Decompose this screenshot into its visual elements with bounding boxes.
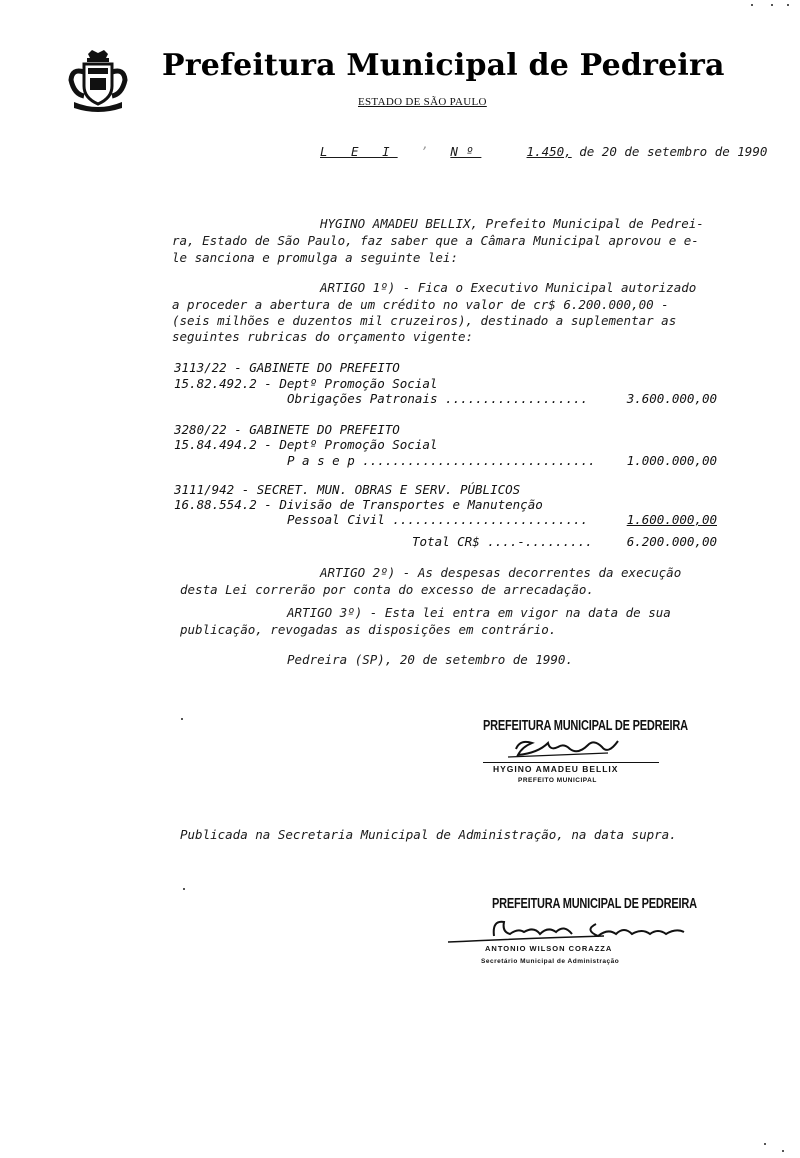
total-amount: 6.200.000,00	[626, 534, 717, 549]
artigo1-line-2: a proceder a abertura de um crédito no valor de cr$ 6.200.000,00 -	[172, 297, 669, 312]
budget-item-amount: 1.000.000,00	[626, 453, 717, 468]
signatory-1-role: PREFEITO MUNICIPAL	[518, 777, 597, 784]
artigo2-line-1: ARTIGO 2º) - As despesas decorrentes da execução	[320, 565, 682, 580]
scan-speck	[787, 4, 789, 6]
scan-speck	[181, 718, 183, 720]
artigo3-line-2: publicação, revogadas as disposições em contrário.	[180, 622, 557, 637]
artigo1-line-3: (seis milhões e duzentos mil cruzeiros), destinado a suplementar as	[172, 313, 677, 328]
artigo1-line-1: ARTIGO 1º) - Fica o Executivo Municipal autorizado	[320, 280, 697, 295]
artigo3-line-1: ARTIGO 3º) - Esta lei entra em vigor na data de sua	[287, 605, 671, 620]
budget-item-code: 3280/22 - GABINETE DO PREFEITO	[174, 422, 400, 437]
scan-speck	[764, 1143, 766, 1145]
budget-item-program: 15.82.492.2 - Deptº Promoção Social	[174, 376, 438, 391]
signature-1	[498, 733, 638, 763]
lei-label: L E I	[320, 144, 398, 159]
budget-item-description: P a s e p ...............................	[287, 453, 596, 468]
stamp-text-1: PREFEITURA MUNICIPAL DE PEDREIRA	[483, 718, 688, 734]
artigo2-line-2: desta Lei correrão por conta do excesso de arrecadação.	[180, 582, 594, 597]
intro-line-3: le sanciona e promulga a seguinte lei:	[172, 250, 458, 265]
intro-line-2: ra, Estado de São Paulo, faz saber que a Câmara Municipal aprovou e e-	[172, 233, 699, 248]
scan-speck	[183, 888, 185, 890]
scan-speck	[751, 4, 753, 6]
place-date: Pedreira (SP), 20 de setembro de 1990.	[287, 652, 573, 667]
budget-item-amount: 3.600.000,00	[626, 391, 717, 406]
budget-item-amount: 1.600.000,00	[626, 512, 717, 527]
law-date: de 20 de setembro de 1990	[579, 144, 768, 159]
coat-of-arms-icon	[68, 48, 128, 114]
total-label: Total CR$ ....-.........	[412, 534, 593, 549]
signatory-2-role: Secretário Municipal de Administração	[481, 958, 620, 965]
page-title: Prefeitura Municipal de Pedreira	[162, 48, 725, 83]
scan-speck	[782, 1150, 784, 1152]
signatory-2-name: ANTONIO WILSON CORAZZA	[485, 944, 613, 953]
artigo1-line-4: seguintes rubricas do orçamento vigente:	[172, 329, 474, 344]
budget-item-description: Pessoal Civil ..........................	[287, 512, 589, 527]
budget-item-program: 16.88.554.2 - Divisão de Transportes e Manutenção	[174, 497, 543, 512]
signatory-1-name: HYGINO AMADEU BELLIX	[493, 764, 619, 774]
budget-item-code: 3111/942 - SECRET. MUN. OBRAS E SERV. PÚBLICOS	[174, 482, 521, 497]
budget-item-code: 3113/22 - GABINETE DO PREFEITO	[174, 360, 400, 375]
stamp-text-2: PREFEITURA MUNICIPAL DE PEDREIRA	[492, 895, 697, 913]
publication-note: Publicada na Secretaria Municipal de Administração, na data supra.	[180, 827, 677, 842]
state-subtitle: ESTADO DE SÃO PAULO	[358, 96, 487, 108]
scan-speck	[771, 4, 773, 6]
budget-item-description: Obrigações Patronais ...................	[287, 391, 589, 406]
intro-line-1: HYGINO AMADEU BELLIX, Prefeito Municipal de Pedrei-	[320, 216, 704, 231]
law-number-line: L E I ’ Nº 1.450, de 20 de setembro de 1990	[320, 144, 768, 159]
numero-label: Nº	[450, 144, 482, 159]
budget-item-program: 15.84.494.2 - Deptº Promoção Social	[174, 437, 438, 452]
law-number: 1.450,	[526, 144, 572, 159]
